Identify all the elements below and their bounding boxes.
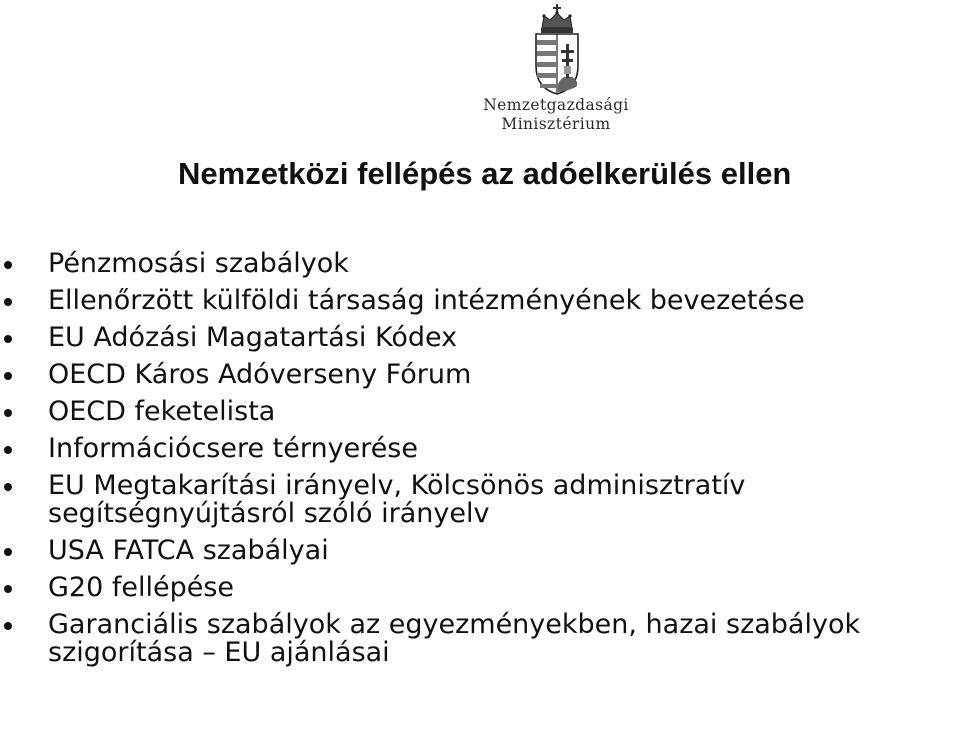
list-item-text: USA FATCA szabályai (48, 535, 329, 566)
ministry-name-line1: Nemzetgazdasági (483, 96, 629, 114)
list-item (0, 398, 960, 426)
list-item (0, 361, 960, 389)
list-item-text: OECD feketelista (48, 396, 276, 427)
ministry-logo (466, 4, 646, 140)
bullet-icon (4, 585, 12, 593)
list-item-text: Ellenőrzött külföldi társaság intézményének bevezetése (48, 285, 805, 316)
bullet-icon (4, 335, 12, 343)
list-item (0, 574, 960, 602)
ministry-name-line2: Minisztérium (501, 114, 611, 133)
ministry-name (466, 98, 646, 132)
list-item-text: OECD Káros Adóverseny Fórum (48, 359, 472, 390)
list-item-text: EU Adózási Magatartási Kódex (48, 322, 458, 353)
bullet-icon (4, 483, 12, 491)
list-item-text: Garanciális szabályok az egyezményekben, hazai szabályok szigorítása – EU ajánlásai (48, 609, 861, 668)
list-item (0, 324, 960, 352)
list-item (0, 537, 960, 565)
bullet-icon (4, 446, 12, 454)
page-title: Nemzetközi fellépés az adóelkerülés ellen (178, 156, 792, 191)
list-item (0, 435, 960, 463)
list-item-text: EU Megtakarítási irányelv, Kölcsönös adminisztratív segítségnyújtásról szóló irányelv (48, 470, 746, 529)
bullet-icon (4, 261, 12, 269)
bullet-list (0, 250, 960, 676)
list-item-text: Pénzmosási szabályok (48, 248, 349, 279)
list-item (0, 472, 960, 528)
list-item-text: G20 fellépése (48, 572, 235, 603)
bullet-icon (4, 372, 12, 380)
bullet-icon (4, 548, 12, 556)
list-item (0, 287, 960, 315)
hungarian-coat-of-arms-icon (528, 4, 586, 96)
bullet-icon (4, 409, 12, 417)
bullet-icon (4, 622, 12, 630)
bullet-icon (4, 298, 12, 306)
list-item (0, 250, 960, 278)
list-item-text: Információcsere térnyerése (48, 433, 418, 464)
list-item (0, 611, 960, 667)
